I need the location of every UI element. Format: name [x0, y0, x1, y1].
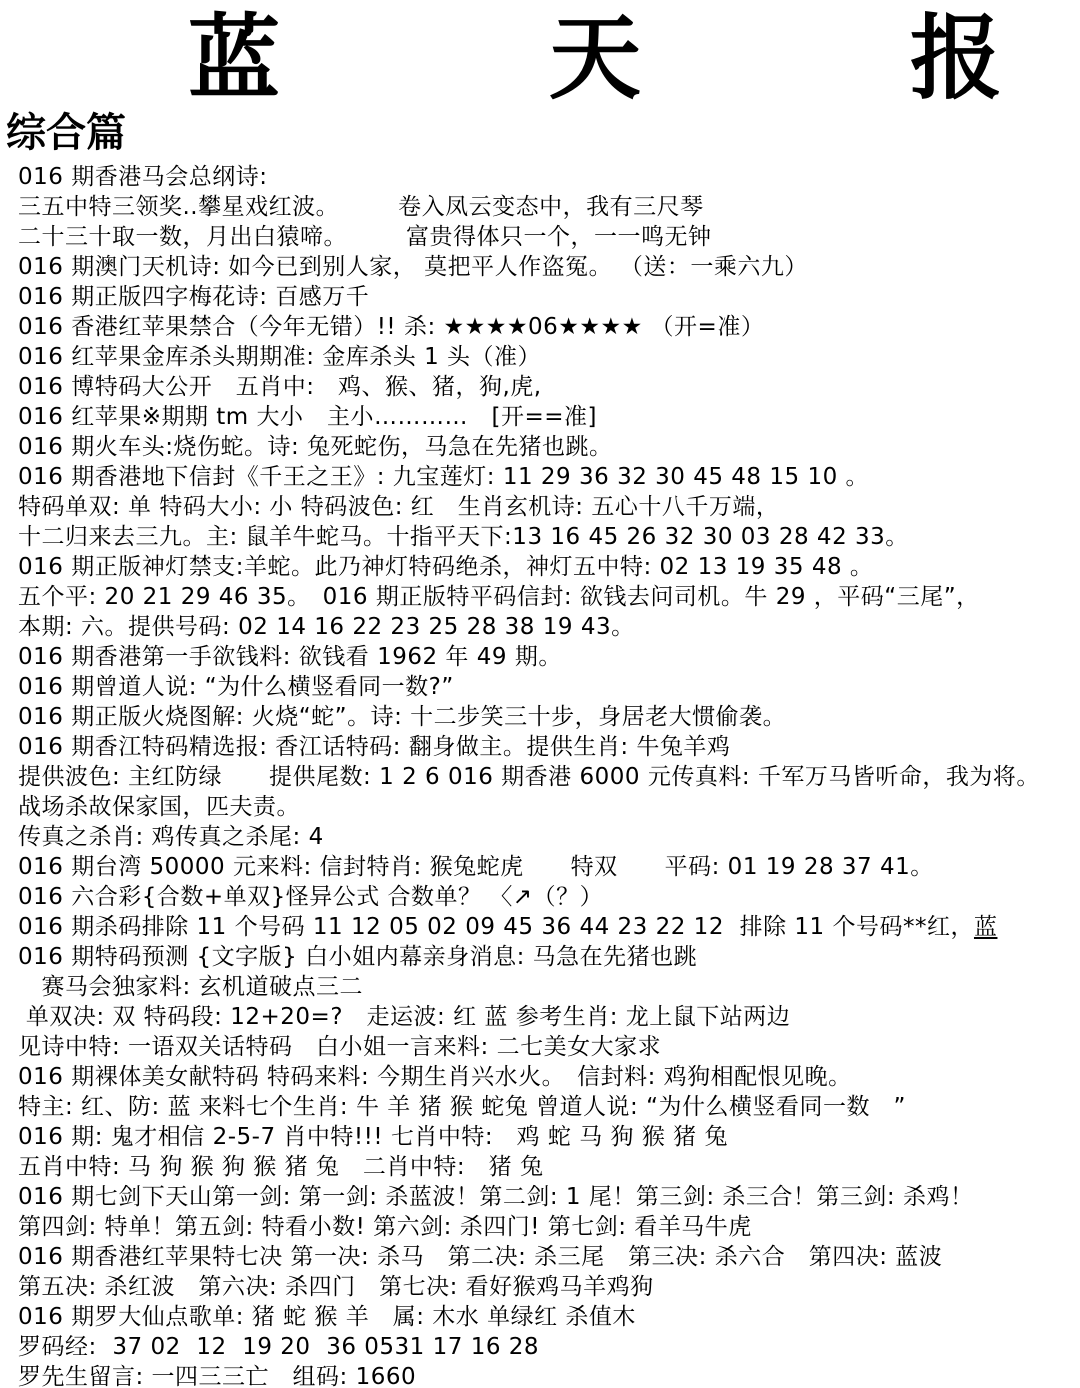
- line-text: 特码单双: 单 特码大小: 小 特码波色: 红 生肖玄机诗: 五心十八千万端，: [18, 494, 780, 520]
- text-line: [18, 552, 1080, 582]
- line-text: 016 期: 鬼才相信 2-5-7 肖中特!!! 七肖中特: 鸡 蛇 马 狗 猴 猪 兔: [18, 1124, 728, 1150]
- text-line: [18, 792, 1080, 822]
- line-text: 016 期杀码排除 11 个号码 11 12 05 02 09 45 36 44 23 22 12 排除 11 个号码**红，: [18, 914, 974, 940]
- text-line: [18, 1122, 1080, 1152]
- line-text: 016 期香港第一手欲钱料: 欲钱看 1962 年 49 期。: [18, 644, 562, 670]
- text-line: [18, 852, 1080, 882]
- text-line: [18, 222, 1080, 252]
- line-text: 016 期裸体美女献特码 特码来料: 今期生肖兴水火。 信封料: 鸡狗相配恨见晚。: [18, 1064, 852, 1090]
- text-line: [18, 372, 1080, 402]
- text-line: [18, 252, 1080, 282]
- text-line: [18, 822, 1080, 852]
- line-text: 见诗中特: 一语双关话特码 白小姐一言来料: 二七美女大家求: [18, 1034, 662, 1060]
- text-line: [18, 942, 1080, 972]
- text-line: [18, 1362, 1080, 1388]
- underlined-text: 蓝: [973, 914, 998, 940]
- line-text: 016 期正版火烧图解: 火烧“蛇”。诗: 十二步笑三十步，身居老大惯偷袭。: [18, 704, 787, 730]
- line-text: 016 期香江特码精选报: 香江话特码: 翻身做主。提供生肖: 牛兔羊鸡: [18, 734, 731, 760]
- line-text: 三五中特三领奖..攀星戏红波。 卷入凤云变态中，我有三尺琴: [18, 194, 704, 220]
- line-text: 第五决: 杀红波 第六决: 杀四门 第七决: 看好猴鸡马羊鸡狗: [18, 1274, 654, 1300]
- line-text: 提供波色: 主红防绿 提供尾数: 1 2 6 016 期香港 6000 元传真料: 千军万马皆听命，我为将。: [18, 764, 1040, 790]
- line-text: 第四剑: 特单！第五剑: 特看小数! 第六剑: 杀四门! 第七剑: 看羊马牛虎: [18, 1214, 752, 1240]
- line-text: 五肖中特: 马 狗 猴 狗 猴 猪 兔 二肖中特: 猪 兔: [18, 1154, 544, 1180]
- text-line: [18, 672, 1080, 702]
- line-text: 016 期罗大仙点歌单: 猪 蛇 猴 羊 属: 木水 单绿红 杀值木: [18, 1304, 636, 1330]
- line-text: 二十三十取一数，月出白猿啼。 富贵得体只一个，一一鸣无钟: [18, 224, 712, 250]
- text-line: [18, 192, 1080, 222]
- text-line: [18, 882, 1080, 912]
- text-line: [18, 1032, 1080, 1062]
- line-text: 016 博特码大公开 五肖中: 鸡、猴、猪，狗,虎,: [18, 374, 542, 400]
- content-lines: [0, 156, 1080, 1388]
- text-line: [18, 402, 1080, 432]
- line-text: 016 红苹果※期期 tm 大小 主小………… [开==准]: [18, 404, 598, 430]
- line-text: 016 期香港红苹果特七决 第一决: 杀马 第二决: 杀三尾 第三决: 杀六合 第四决: 蓝波: [18, 1244, 943, 1270]
- text-line: [18, 912, 1080, 942]
- text-line: [18, 1272, 1080, 1302]
- text-line: [18, 162, 1080, 192]
- text-line: [18, 1062, 1080, 1092]
- line-text: 本期: 六。提供号码: 02 14 16 22 23 25 28 38 19 43。: [18, 614, 635, 640]
- line-text: 016 期七剑下天山第一剑: 第一剑: 杀蓝波！第二剑: 1 尾！第三剑: 杀三合！第三剑: 杀鸡！: [18, 1184, 974, 1210]
- text-line: [18, 732, 1080, 762]
- line-text: 016 期澳门天机诗: 如今已到别人家， 莫把平人作盗冤。 （送：一乘六九）: [18, 254, 808, 280]
- text-line: [18, 702, 1080, 732]
- text-line: [18, 492, 1080, 522]
- text-line: [18, 1092, 1080, 1122]
- text-line: [18, 1242, 1080, 1272]
- line-text: 016 期火车头:烧伤蛇。诗: 兔死蛇伤，马急在先猪也跳。: [18, 434, 613, 460]
- text-line: [18, 1002, 1080, 1032]
- text-line: [18, 612, 1080, 642]
- line-text: 016 红苹果金库杀头期期准: 金库杀头 1 头（准）: [18, 344, 542, 370]
- line-text: 016 期香港地下信封《千王之王》: 九宝莲灯: 11 29 36 32 30 45 48 15 10 。: [18, 464, 870, 490]
- line-text: 016 六合彩{合数+单双}怪异公式 合数单？ 〈↗（？）: [18, 884, 604, 910]
- masthead-char-3: 报: [909, 4, 1002, 112]
- line-text: 016 期香港马会总纲诗:: [18, 164, 268, 190]
- text-line: [18, 1212, 1080, 1242]
- text-line: [18, 342, 1080, 372]
- line-text: 战场杀故保家国，匹夫责。: [18, 794, 300, 820]
- text-line: [18, 972, 1080, 1002]
- newspaper-masthead: [0, 0, 1080, 112]
- line-text: 赛马会独家料: 玄机道破点三二: [18, 974, 364, 1000]
- line-text: 016 期正版四字梅花诗: 百感万千: [18, 284, 370, 310]
- text-line: [18, 582, 1080, 612]
- line-text: 016 香港红苹果禁合（今年无错）!! 杀: ★★★★06★★★★ （开=准）: [18, 314, 765, 340]
- line-text: 十二归来去三九。主: 鼠羊牛蛇马。十指平天下:13 16 45 26 32 30 03 28 42 33。: [18, 524, 909, 550]
- line-text: 罗先生留言: 一四三三亡 组码: 1660: [18, 1364, 417, 1388]
- line-text: 特主: 红、防: 蓝 来料七个生肖: 牛 羊 猪 猴 蛇兔 曾道人说: “为什么横竖看同一数 ”: [18, 1094, 906, 1120]
- line-text: 罗码经: 37 02 12 19 20 36 0531 17 16 28: [18, 1334, 540, 1360]
- text-line: [18, 1302, 1080, 1332]
- line-text: 五个平: 20 21 29 46 35。 016 期正版特平码信封: 欲钱去问司机。牛 29 ，平码“三尾”，: [18, 584, 980, 610]
- line-text: 016 期正版神灯禁支:羊蛇。此乃神灯特码绝杀，神灯五中特: 02 13 19 35 48 。: [18, 554, 874, 580]
- text-line: [18, 432, 1080, 462]
- line-text: 单双决: 双 特码段: 12+20=? 走运波: 红 蓝 参考生肖: 龙上鼠下站两边: [18, 1004, 791, 1030]
- text-line: [18, 762, 1080, 792]
- masthead-char-1: 蓝: [188, 4, 281, 112]
- text-line: [18, 1182, 1080, 1212]
- text-line: [18, 312, 1080, 342]
- line-text: 016 期曾道人说: “为什么横竖看同一数?”: [18, 674, 454, 700]
- section-title: 综合篇: [6, 110, 126, 156]
- text-line: [18, 282, 1080, 312]
- text-line: [18, 522, 1080, 552]
- text-line: [18, 1332, 1080, 1362]
- text-line: [18, 1152, 1080, 1182]
- text-line: [18, 462, 1080, 492]
- text-line: [18, 642, 1080, 672]
- line-text: 016 期台湾 50000 元来料: 信封特肖: 猴兔蛇虎 特双 平码: 01 19 28 37 41。: [18, 854, 934, 880]
- masthead-char-2: 天: [548, 4, 641, 112]
- line-text: 016 期特码预测 {文字版} 白小姐内幕亲身消息: 马急在先猪也跳: [18, 944, 698, 970]
- line-text: 传真之杀肖: 鸡传真之杀尾: 4: [18, 824, 324, 850]
